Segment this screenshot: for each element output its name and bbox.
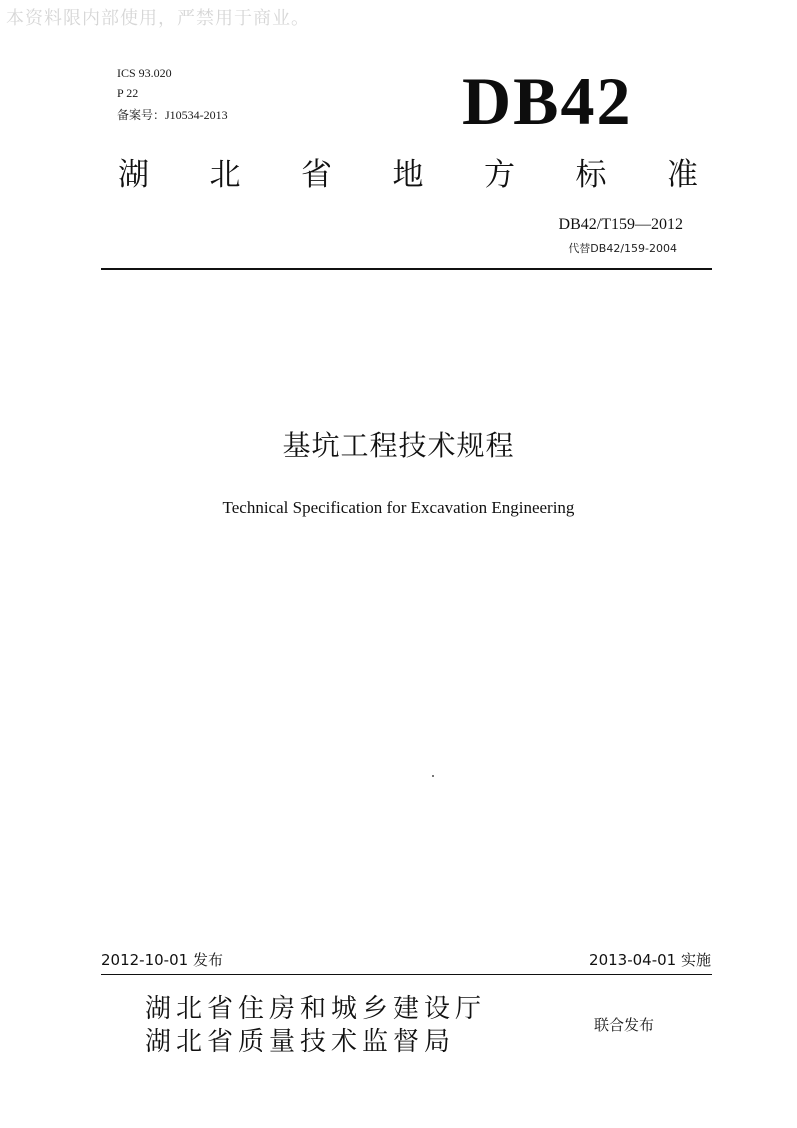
record-number: 备案号：J10534-2013 (117, 108, 228, 122)
watermark-text: 本资料限内部使用，严禁用于商业。 (6, 8, 310, 29)
standard-number: DB42/T159—2012 (558, 216, 683, 233)
replaces-note: 代替DB42/159-2004 (568, 242, 677, 255)
issuing-authorities (145, 993, 486, 1059)
document-title-cn: 基坑工程技术规程 (282, 429, 515, 462)
standard-type-char: 标 (575, 157, 607, 193)
standard-type-heading (118, 150, 698, 200)
top-divider (101, 268, 712, 270)
scan-speck (432, 775, 434, 777)
issue-date: 2012-10-01 发布 (101, 951, 223, 969)
bottom-divider (101, 974, 712, 975)
joint-issue-label: 联合发布 (594, 1016, 655, 1034)
issuer-name: 湖北省质量技术监督局 (145, 1027, 456, 1057)
issuer-name: 湖北省住房和城乡建设厅 (145, 994, 487, 1024)
standard-code-mark: DB42 (462, 63, 633, 139)
standard-type-char: 省 (301, 157, 332, 193)
standard-type-char: 准 (667, 157, 698, 193)
standard-type-char: 湖 (118, 157, 149, 193)
standard-type-char: 方 (484, 157, 515, 193)
effective-date: 2013-04-01 实施 (589, 951, 711, 969)
ics-code: ICS 93.020 (117, 66, 172, 80)
standard-type-char: 北 (209, 157, 241, 193)
standard-type-char: 地 (392, 157, 424, 193)
document-title-en: Technical Specification for Excavation Engineering (222, 498, 575, 517)
ccs-code: P 22 (117, 86, 139, 100)
